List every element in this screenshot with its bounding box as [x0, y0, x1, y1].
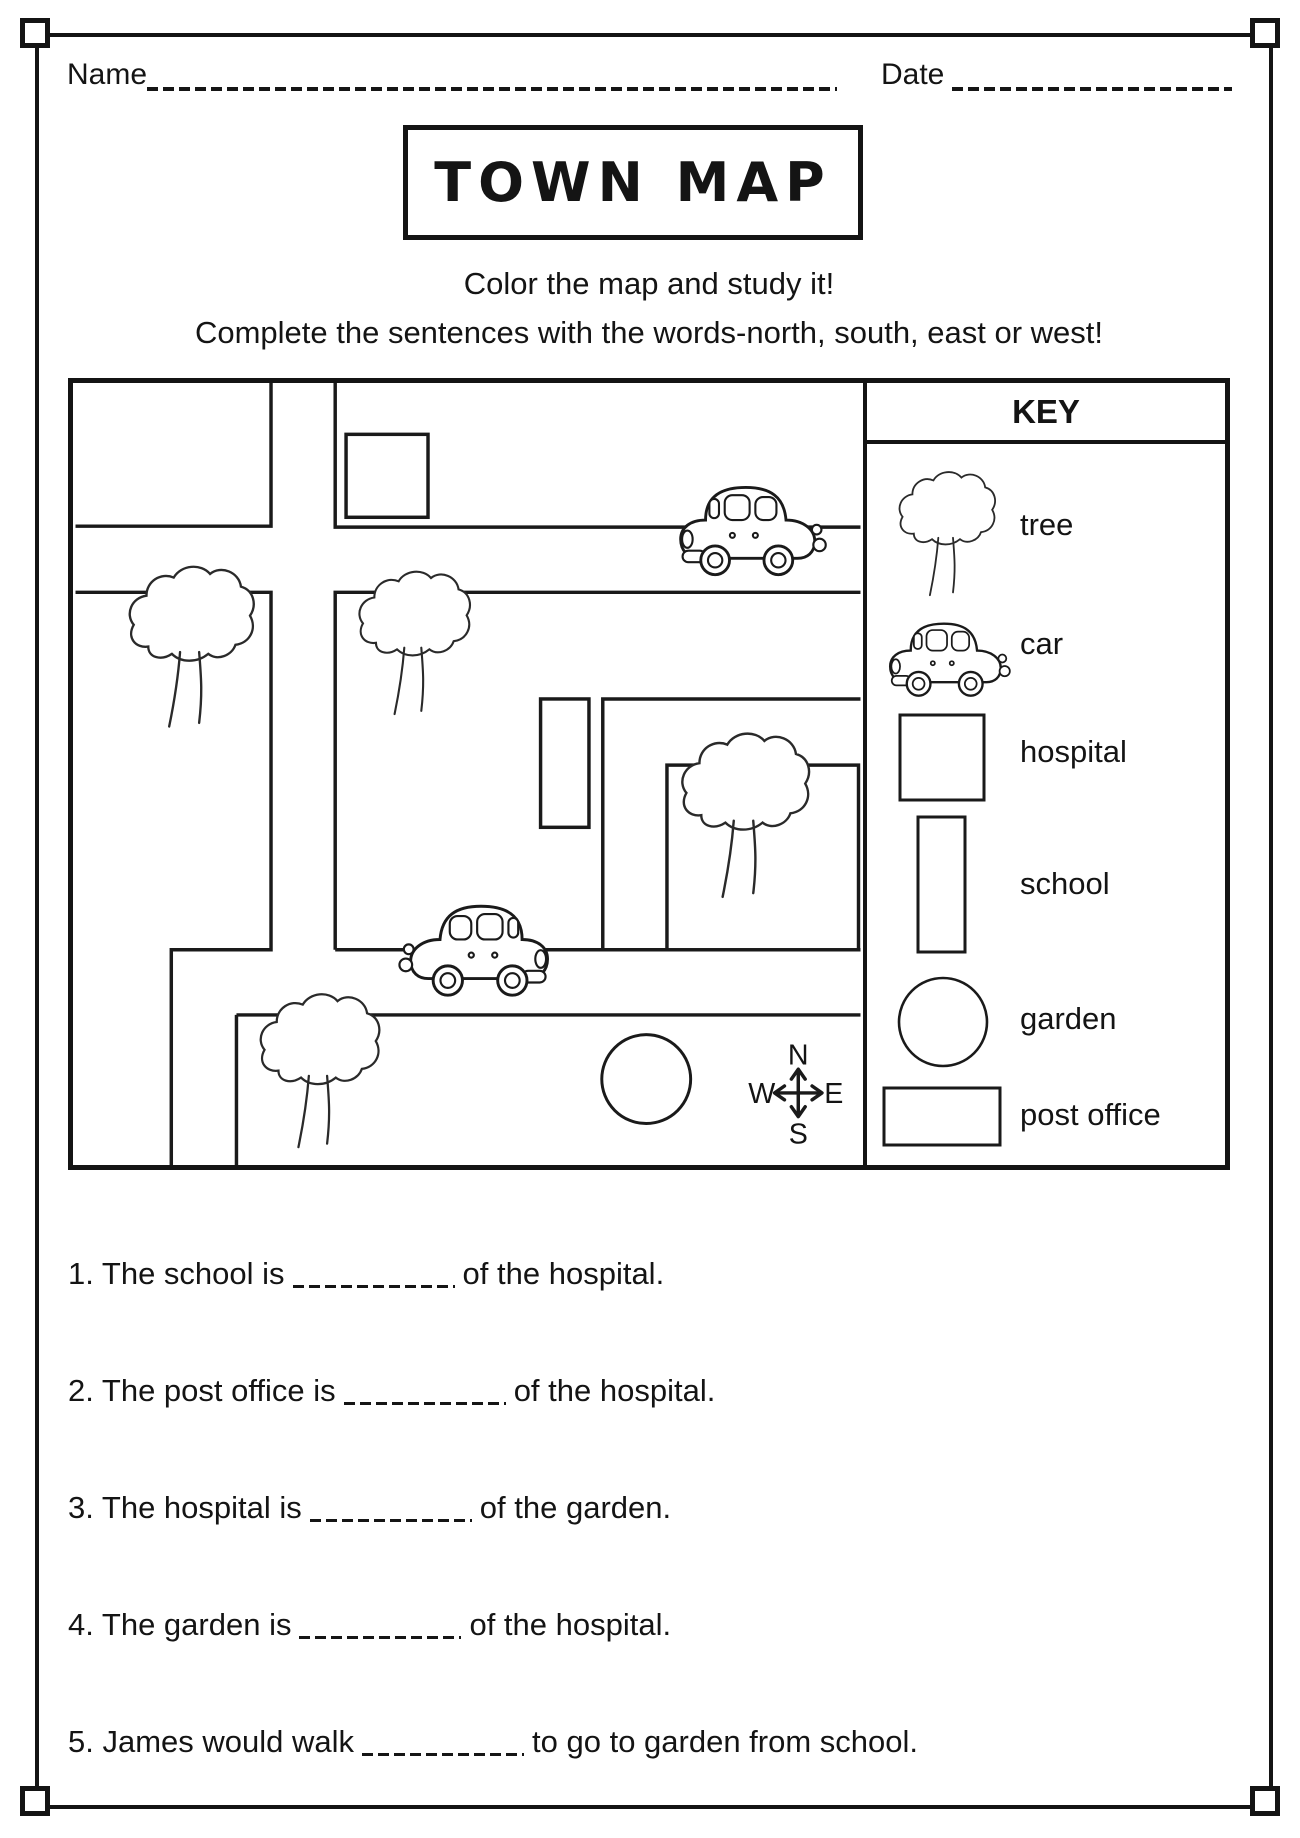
tree-icon [900, 472, 996, 595]
sentence-3-prefix: 3. The hospital is [68, 1490, 302, 1525]
sentence-2-prefix: 2. The post office is [68, 1373, 336, 1408]
garden-icon [899, 978, 987, 1066]
sentence-4 [68, 1607, 671, 1643]
date-label: Date [881, 58, 945, 91]
tree-west [130, 567, 254, 727]
town-map [68, 378, 1230, 1170]
map-drawing [73, 383, 863, 1165]
key-label-school: school [1020, 866, 1110, 901]
key-label-post-office: post office [1020, 1097, 1161, 1132]
name-field-line[interactable] [147, 87, 837, 91]
sentence-1-suffix: of the hospital. [462, 1256, 665, 1291]
sentence-1-prefix: 1. The school is [68, 1256, 285, 1291]
sentence-5-blank[interactable] [362, 1730, 524, 1756]
car-icon [890, 624, 1010, 696]
map-key-panel [863, 383, 1225, 1165]
instruction-line-2: Complete the sentences with the words-north, south, east or west! [194, 315, 1104, 350]
compass-east-label: E [824, 1077, 844, 1110]
sentence-1 [68, 1256, 664, 1292]
name-label: Name [67, 58, 148, 91]
compass-north-label: N [787, 1039, 809, 1072]
post-office-icon [884, 1088, 1000, 1145]
sentence-4-prefix: 4. The garden is [68, 1607, 292, 1642]
key-label-hospital: hospital [1020, 734, 1127, 769]
corner-handle-bottom-right [1250, 1786, 1280, 1816]
key-label-car: car [1020, 626, 1064, 661]
car-on-south-road [399, 906, 547, 995]
corner-handle-bottom-left [20, 1786, 50, 1816]
building-school [541, 699, 589, 827]
compass-south-label: S [788, 1118, 808, 1151]
date-field-line[interactable] [952, 87, 1232, 91]
sentence-4-suffix: of the hospital. [469, 1607, 672, 1642]
key-title: KEY [867, 383, 1225, 444]
key-label-tree: tree [1020, 507, 1074, 542]
compass-rose [748, 1039, 843, 1150]
car-on-north-road [681, 487, 826, 574]
key-label-garden: garden [1020, 1001, 1117, 1036]
sentence-2 [68, 1373, 715, 1409]
sentence-2-blank[interactable] [344, 1379, 506, 1405]
sentence-5 [68, 1724, 918, 1760]
hospital-icon [900, 715, 984, 800]
garden-circle [602, 1035, 691, 1124]
sentence-3-suffix: of the garden. [479, 1490, 672, 1525]
block-left-with-road-bend [76, 592, 271, 1165]
compass-west-label: W [748, 1077, 776, 1110]
school-icon [918, 817, 965, 952]
tree-south [261, 994, 380, 1147]
sentence-5-prefix: 5. James would walk [68, 1724, 355, 1759]
tree-center [359, 572, 470, 714]
sentence-3 [68, 1490, 671, 1526]
instruction-line-1: Color the map and study it! [463, 266, 835, 301]
corner-handle-top-left [20, 18, 50, 48]
page-title: TOWN MAP [434, 151, 832, 214]
sentence-1-blank[interactable] [293, 1262, 455, 1288]
block-top-left [76, 383, 271, 526]
sentence-3-blank[interactable] [310, 1496, 472, 1522]
key-icons [867, 444, 1229, 1166]
sentence-4-blank[interactable] [299, 1613, 461, 1639]
building-square-north [346, 434, 428, 517]
sentence-2-suffix: of the hospital. [513, 1373, 716, 1408]
title-box [403, 125, 863, 240]
sentence-5-suffix: to go to garden from school. [532, 1724, 919, 1759]
corner-handle-top-right [1250, 18, 1280, 48]
